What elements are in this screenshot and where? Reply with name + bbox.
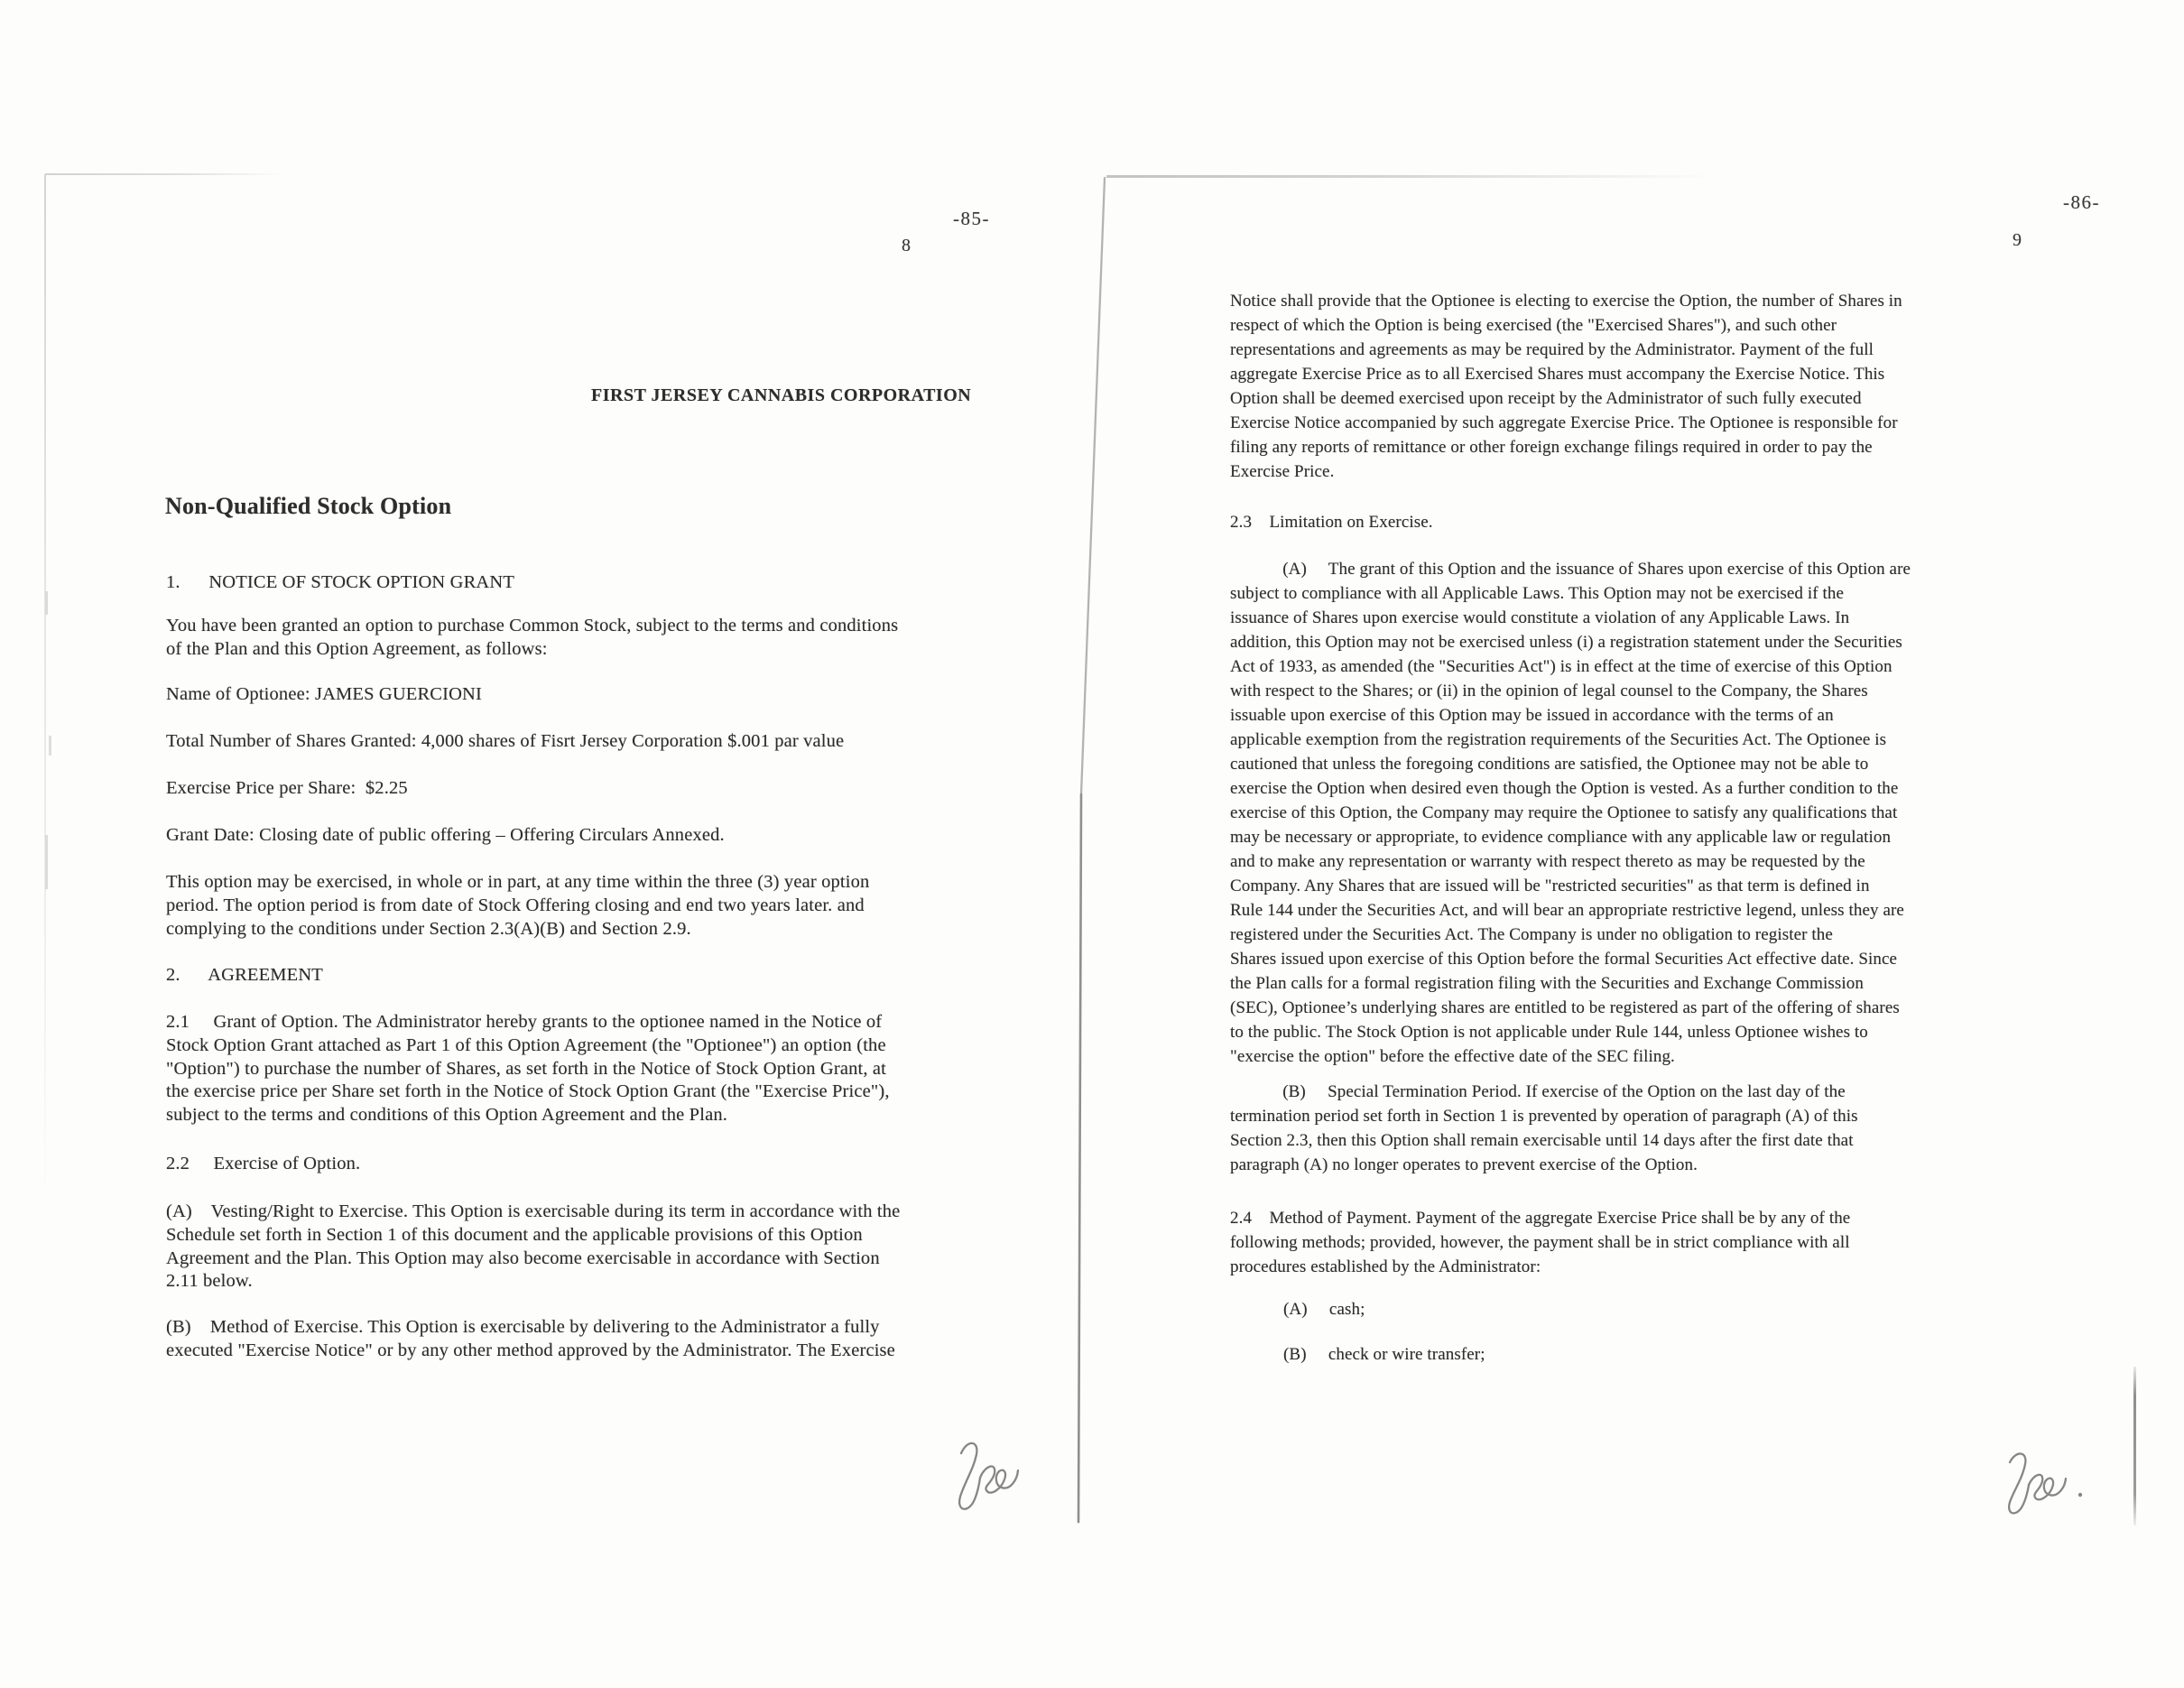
right-page-right-border	[2133, 1367, 2136, 1526]
company-title: FIRST JERSEY CANNABIS CORPORATION	[591, 385, 972, 405]
left-page-left-border	[44, 174, 46, 1212]
doc-heading: Non-Qualified Stock Option	[165, 493, 452, 519]
left-edge-artifact-1	[45, 591, 48, 615]
method-of-exercise-paragraph: (B) Method of Exercise. This Option is exercisable by delivering to the Administrator a fully executed "Exercise Notice" or by any other method approved by the Administrator. The Exercise	[166, 1317, 895, 1360]
grant-of-option-paragraph: 2.1 Grant of Option. The Administrator hereby grants to the optionee named in the Notice of Stock Option Grant attached as Part 1 of this Option Agreement (the "Optionee") an option (the "Option") to purchase the number of Shares, as set forth in the Notice of Stock Option Grant, at the exercise price per Share set forth in the Notice of Stock Option Grant (the "Exercise Price"), subject to the terms and conditions of this Option Agreement and the Plan.	[166, 1012, 890, 1126]
price-line: Exercise Price per Share: $2.25	[166, 778, 408, 798]
limitation-a-paragraph: (A) The grant of this Option and the issuance of Shares upon exercise of this Option are subject to compliance with all Applicable Laws. This Option may not be exercised if the issuance of Shares upon exercise would constitute a violation of any Applicable Laws. In addition, this Option may not be exercised unless (i) a registration statement under the Securities Act of 1933, as amended (the "Securities Act") is in effect at the time of exercise of this Option with respect to the Shares; or (ii) in the opinion of legal counsel to the Company, the Shares issuable upon exercise of this Option may be issued in accordance with the terms of an applicable exemption from the registration requirements of the Securities Act. The Optionee is cautioned that unless the foregoing conditions are satisfied, the Optionee may not be able to exercise the Option when desired even though the Option is vested. As a further condition to the exercise of this Option, the Company may require the Optionee to satisfy any qualifications that may be necessary or appropriate, to evidence compliance with any applicable law or regulation and to make any representation or warranty with respect thereto as may be requested by the Company. Any Shares that are issued will be "restricted securities" as that term is defined in Rule 144 under the Securities Act, and will bear an appropriate restrictive legend, unless they are registered under the Securities Act. The Company is under no obligation to register the Shares issued upon exercise of this Option before the formal Securities Act effective date. Since the Plan calls for a formal registration filing with the Securities and Exchange Commission (SEC), Optionee’s underlying shares are entitled to be registered as part of the offering of shares to the public. The Stock Option is not applicable under Rule 144, unless Optionee wishes to "exercise the option" before the effective date of the SEC filing.	[1230, 560, 1911, 1066]
right-page-top-border	[1106, 175, 1713, 178]
method-of-payment-paragraph: 2.4 Method of Payment. Payment of the aggregate Exercise Price shall be by any of the following methods; provided, however, the payment shall be in strict compliance with all procedures established by the Administrator:	[1230, 1209, 1851, 1276]
grant-date-line: Grant Date: Closing date of public offering – Offering Circulars Annexed.	[166, 825, 725, 845]
signature-initials-left	[934, 1428, 1038, 1518]
section1-heading: 1. NOTICE OF STOCK OPTION GRANT	[166, 572, 514, 592]
payment-item-b: (B) check or wire transfer;	[1283, 1345, 1485, 1364]
section22-heading: 2.2 Exercise of Option.	[166, 1154, 361, 1173]
shares-line: Total Number of Shares Granted: 4,000 shares of Fisrt Jersey Corporation $.001 par value	[166, 731, 845, 751]
payment-item-a: (A) cash;	[1283, 1300, 1365, 1319]
page-left-number: 8	[902, 236, 911, 255]
vesting-paragraph: (A) Vesting/Right to Exercise. This Option is exercisable during its term in accordance with the Schedule set forth in Section 1 of this document and the applicable provisions of this Option Agreement and the Plan. This Option may also become exercisable in accordance with Section 2.11 below.	[166, 1201, 901, 1292]
section23-heading: 2.3 Limitation on Exercise.	[1230, 513, 1433, 532]
section2-heading: 2. AGREEMENT	[166, 965, 323, 985]
left-page-top-border	[45, 173, 284, 175]
signature-initials-right	[1990, 1442, 2103, 1524]
left-edge-artifact-3	[45, 835, 48, 889]
intro-paragraph: You have been granted an option to purchase Common Stock, subject to the terms and conditions of the Plan and this Option Agreement, as follows:	[166, 616, 899, 659]
special-termination-b-paragraph: (B) Special Termination Period. If exercise of the Option on the last day of the termination period set forth in Section 1 is prevented by operation of paragraph (A) of this Section 2.3, then this Option shall remain exercisable until 14 days after the first date that paragraph (A) no longer operates to prevent exercise of the Option.	[1230, 1082, 1858, 1174]
optionee-line: Name of Optionee: JAMES GUERCIONI	[166, 684, 482, 704]
left-edge-artifact-2	[49, 736, 51, 756]
exercise-window-paragraph: This option may be exercised, in whole or in part, at any time within the three (3) year option period. The option period is from date of Stock Offering closing and end two years later. and complying to the conditions under Section 2.3(A)(B) and Section 2.9.	[166, 872, 870, 939]
page-right-marker: -86-	[2063, 191, 2100, 213]
page-left-marker: -85-	[953, 208, 990, 229]
page-right-number: 9	[2013, 230, 2022, 250]
exercise-notice-paragraph: Notice shall provide that the Optionee is electing to exercise the Option, the number of Shares in respect of which the Option is being exercised (the "Exercised Shares"), and such other representations and agreements as may be required by the Administrator. Payment of the full aggregate Exercise Price as to all Exercised Shares must accompany the Exercise Notice. This Option shall be deemed exercised upon receipt by the Administrator of such fully executed Exercise Notice accompanied by such aggregate Exercise Price. The Optionee is responsible for filing any reports of remittance or other foreign exchange filings required in order to pay the Exercise Price.	[1230, 292, 1902, 481]
